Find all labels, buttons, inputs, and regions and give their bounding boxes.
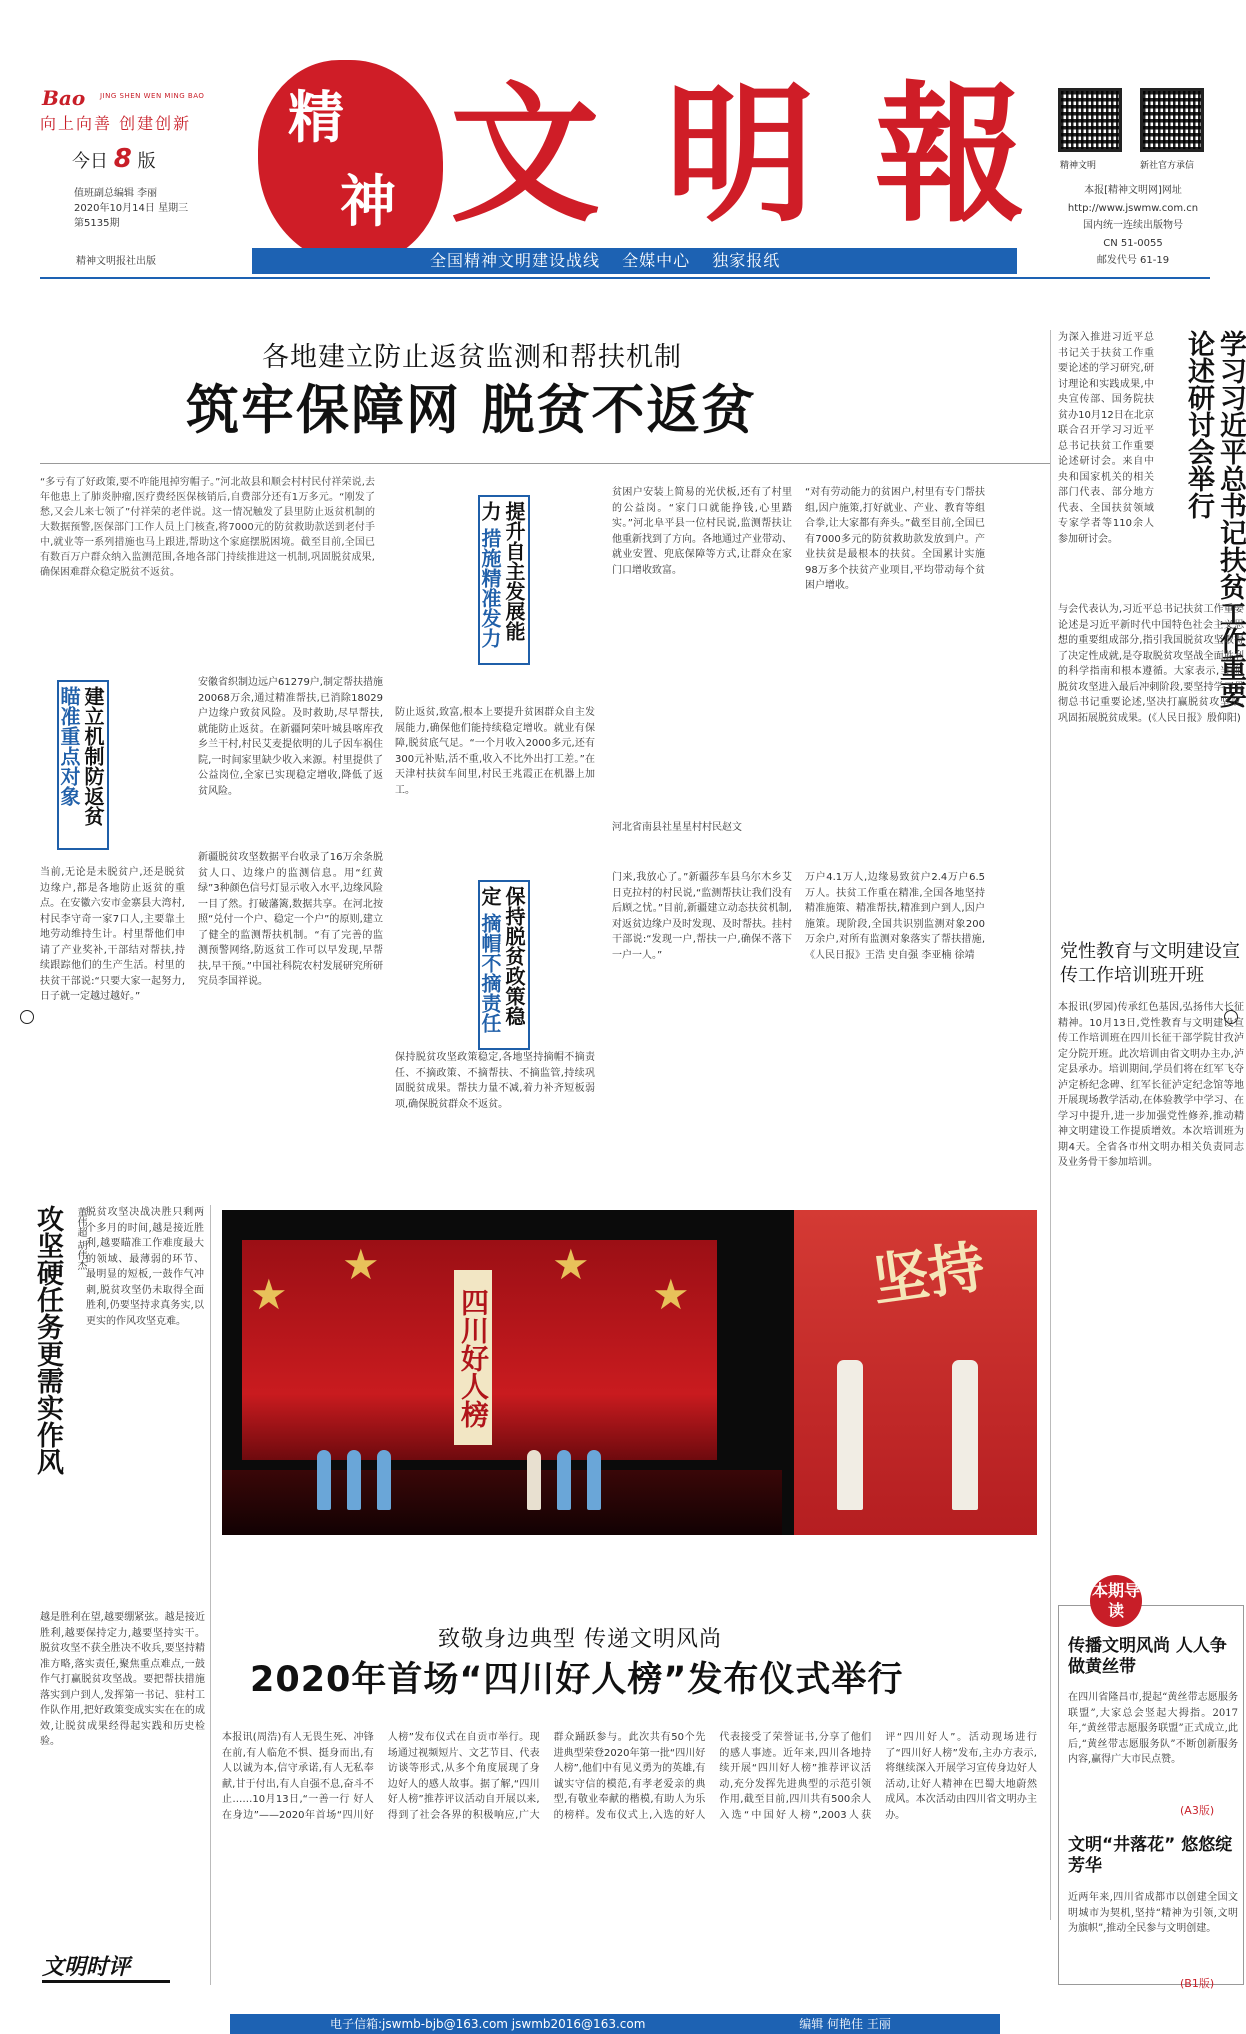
article-column: “对有劳动能力的贫困户,村里有专门帮扶组,因户施策,打好就业、产业、教育等组合拳,让大家都有奔头。”截至目前,全国已有7000多元的防贫救助款发放到户。产业扶贫是最根本的扶贫。全国累计实施98万多个扶贫产业项目,平均带动每个贫困户增收。 bbox=[805, 487, 985, 591]
qr-code-icon[interactable] bbox=[1058, 88, 1122, 152]
guide-badge: 本期导读 bbox=[1090, 1575, 1142, 1627]
article-column: 当前,无论是未脱贫户,还是脱贫边缘户,都是各地防止返贫的重点。在安徽六安市金寨县大湾村,村民李守奇一家7口人,主要靠土地劳动维持生计。村里帮他们申请了产业奖补,干部结对帮扶,持续跟踪他们的生产生活。村里的扶贫干部说:“只要大家一起努力,日子就一定越过越好。” bbox=[40, 867, 185, 1002]
duty-editor: 值班副总编辑 李丽 bbox=[74, 188, 158, 199]
commentary-body: 越是胜利在望,越要绷紧弦。越是接近胜利,越要保持定力,越要坚持实干。脱贫攻坚不获全胜决不收兵,要坚持精准方略,落实责任,聚焦重点难点,一鼓作气打赢脱贫攻坚战。要把帮扶措施落实到户到人,发挥第一书记、驻村工作队作用,把好政策变成实实在在的成效,让脱贫成果经得起实践和历史检验。 bbox=[40, 1612, 205, 1747]
publisher: 精神文明报社出版 bbox=[76, 256, 156, 267]
photo-right-text: 坚持 bbox=[868, 1233, 989, 1315]
side-article-title[interactable]: 学习习近平总书记扶贫工作重要论述研讨会举行 bbox=[1183, 330, 1246, 708]
star-icon: ★ bbox=[342, 1240, 380, 1289]
lead-title[interactable]: 筑牢保障网 脱贫不返贫 bbox=[186, 380, 757, 441]
issue-info bbox=[74, 186, 188, 231]
performer-figure bbox=[377, 1450, 391, 1510]
side-article-title[interactable]: 党性教育与文明建设宣传工作培训班开班 bbox=[1060, 941, 1240, 986]
stage-floor bbox=[222, 1470, 782, 1535]
sidehead: 建立机制防返贫 瞄准重点对象 bbox=[57, 680, 109, 850]
sidehead: 保持脱贫政策稳定 摘帽不摘责任 bbox=[478, 880, 530, 1050]
event-photo[interactable] bbox=[222, 1210, 1037, 1535]
qr-code-icon[interactable] bbox=[1140, 88, 1204, 152]
side-article-body: 与会代表认为,习近平总书记扶贫工作重要论述是习近平新时代中国特色社会主义思想的重要组成部分,指引我国脱贫攻坚取得了决定性成就,是夺取脱贫攻坚战全面胜利的科学指南和根本遵循。大家表示,当前,脱贫攻坚进入最后冲刺阶段,要坚持学习贯彻总书记重要论述,坚决打赢脱贫攻坚战,巩固拓展脱贫成果。(《人民日报》殷仰阳) bbox=[1058, 604, 1244, 724]
performer-figure bbox=[317, 1450, 331, 1510]
registration-mark-icon bbox=[1224, 1010, 1238, 1024]
performer-figure bbox=[557, 1450, 571, 1510]
page-count: 8 bbox=[113, 144, 132, 174]
footer-email[interactable]: 电子信箱:jswmb-bjb@163.com jswmb2016@163.com bbox=[330, 2017, 646, 2031]
side-article-body: 本报讯(罗园)传承红色基因,弘扬伟大长征精神。10月13日,党性教育与文明建设宣传工作培训班在四川长征干部学院甘孜泸定分院开班。此次培训由省文明办主办,泸定县承办。培训期间,学员们将在红军飞夺泸定桥纪念碑、红军长征泸定纪念馆等地开展现场教学活动,在体验教学中学习、在学习中提升,进一步加强党性修养,推动精神文明建设工作提质增效。本次培训班为期4天。全省各市州文明办相关负责同志及业务骨干参加培训。 bbox=[1058, 1002, 1244, 1168]
article-column: 安徽省织制边远户61279户,制定帮扶措施20068万余,通过精准帮扶,已消除18029户边缘户致贫风险。及时救助,尽早帮扶,就能防止返贫。在新疆阿荣叶城县喀库孜乡兰干村,村民艾麦提依明的儿子因车祸住院,一时间家里缺少收入来源。村里提供了公益岗位,全家已实现稳定增收,降低了返贫风险。 bbox=[198, 677, 383, 797]
article-column: 防止返贫,致富,根本上要提升贫困群众自主发展能力,确保他们能持续稳定增收。就业有保障,脱贫底气足。“一个月收入2000多元,还有300元补贴,活不重,收入不比外出打工差。”在天津村扶贫车间里,村民王兆霞正在机器上加工。 bbox=[395, 707, 595, 796]
qr-label: 精神文明 bbox=[1060, 161, 1097, 171]
divider bbox=[40, 463, 1050, 464]
today-pages: 今日 8 版 bbox=[72, 144, 156, 174]
guide-item-ref[interactable]: (B1版) bbox=[1180, 1977, 1215, 1990]
newspaper-logo-mark: Bao bbox=[42, 86, 86, 110]
article-column: 保持脱贫攻坚政策稳定,各地坚持摘帽不摘责任、不摘政策、不摘帮扶、不摘监管,持续巩固脱贫成果。帮扶力量不减,着力补齐短板弱项,确保脱贫群众不返贫。 bbox=[395, 1052, 595, 1110]
star-icon: ★ bbox=[250, 1270, 288, 1319]
honoree-figure bbox=[837, 1360, 863, 1510]
lead-subtitle: 各地建立防止返贫监测和帮扶机制 bbox=[262, 342, 682, 373]
site-info: 本报[精神文明网]网址 http://www.jswmw.com.cn 国内统一连续出版物号 CN 51-0055 邮发代号 61-19 bbox=[1058, 182, 1208, 270]
star-icon: ★ bbox=[552, 1240, 590, 1289]
footer-editors: 编辑 何艳佳 王丽 bbox=[799, 2017, 891, 2031]
star-icon: ★ bbox=[652, 1270, 690, 1319]
sidehead: 提升自主发展能力 措施精准发力 bbox=[478, 495, 530, 665]
article-column: 贫困户安装上简易的光伏板,还有了村里的公益岗。“家门口就能挣钱,心里踏实。”河北阜平县一位村民说,监测帮扶让他重新找到了方向。各地通过产业带动、就业安置、兜底保障等方式,让群众在家门口增收致富。 bbox=[612, 487, 792, 576]
commentary-author: 董伟超 胡伟杰 bbox=[75, 1207, 86, 1271]
side-article-body: 为深入推进习近平总书记关于扶贫工作重要论述的学习研究,研讨理论和实践成果,中央宣传部、国务院扶贫办10月12日在北京联合召开学习习近平总书记扶贫工作重要论述研讨会。来自中央和国家机关的相关部门代表、部分地方代表、全国扶贫领域专家学者等110余人参加研讨会。 bbox=[1058, 332, 1154, 545]
masthead-title-char: 文 bbox=[450, 67, 601, 243]
second-subtitle: 致敬身边典型 传递文明风尚 bbox=[438, 1627, 722, 1652]
guide-item-title[interactable]: 文明“井落花” 悠悠绽芳华 bbox=[1068, 1835, 1233, 1876]
guide-item-ref[interactable]: (A3版) bbox=[1180, 1804, 1215, 1817]
performer-figure bbox=[587, 1450, 601, 1510]
second-article-body: 本报讯(周浩)有人无畏生死、冲锋在前,有人临危不惧、挺身而出,有人以诚为本,信守承诺,有人无私奉献,甘于付出,有人自强不息,奋斗不止……10月13日,“一善一行 好人在身边”——2020年首场“四川好人榜”发布仪式在自贡市举行。现场通过视频短片、文艺节目、代表访谈等形式,从多个角度展现了身边好人的感人故事。据了解,“四川好人榜”推荐评议活动自开展以来,得到了社会各界的积极响应,广大群众踊跃参与。此次共有50个先进典型荣登2020年第一批“四川好人榜”,他们中有见义勇为的英雄,有诚实守信的模范,有孝老爱亲的典型,有敬业奉献的楷模,有助人为乐的榜样。发布仪式上,入选的好人代表接受了荣誉证书,分享了他们的感人事迹。近年来,四川各地持续开展“四川好人榜”推荐评议活动,充分发挥先进典型的示范引领作用,截至目前,四川共有500余人入选“中国好人榜”,2003人获评“四川好人”。活动现场进行了“四川好人榜”发布,主办方表示,将继续深入开展学习宣传身边好人活动,让好人精神在巴蜀大地蔚然成风。本次活动由四川省文明办主办。 bbox=[222, 1732, 1037, 1821]
slogan: 向上向善 创建创新 bbox=[40, 114, 192, 133]
article-column: 新疆脱贫攻坚数据平台收录了16万余条脱贫人口、边缘户的监测信息。用“红黄绿”3种颜色信号灯显示收入水平,边缘风险一目了然。打破藩篱,数据共享。在河北按照“兑付一个户、稳定一个户”的原则,建立了健全的监测帮扶机制。“有了完善的监测预警网络,防返贫工作可以早发现,早帮扶,早干预。”中国社科院农村发展研究所研究员李国祥说。 bbox=[198, 852, 383, 987]
guide-item-title[interactable]: 传播文明风尚 人人争做黄丝带 bbox=[1068, 1636, 1227, 1677]
masthead-title-char: 報 bbox=[875, 67, 1026, 243]
divider bbox=[210, 1205, 211, 1985]
divider bbox=[40, 277, 1210, 279]
stage-banner: 四川好人榜 bbox=[454, 1270, 492, 1445]
commentary-logo: 文明时评 bbox=[42, 1950, 170, 1983]
guide-item-body: 在四川省隆昌市,提起“黄丝带志愿服务联盟”,大家总会竖起大拇指。2017年,“黄丝带志愿服务联盟”正式成立,此后,“黄丝带志愿服务队”不断创新服务内容,赢得广大市民点赞。 bbox=[1068, 1692, 1238, 1765]
issue-number: 第5135期 bbox=[74, 218, 120, 229]
divider bbox=[1050, 330, 1051, 1920]
newspaper-pinyin: JING SHEN WEN MING BAO bbox=[100, 92, 205, 100]
issue-date: 2020年10月14日 星期三 bbox=[74, 203, 189, 214]
lead-paragraph: “多亏有了好政策,要不咋能甩掉穷帽子。”河北故县和顺会村村民付祥荣说,去年他患上了肺炎肿瘤,医疗费经医保核销后,自费部分还有1万多元。“刚发了愁,又会儿来七领了”付祥荣的老伴说。这一情况触发了县里防止返贫机制的大数据预警,医保部门工作人员上门核查,将7000元的防贫救助款送到老付手中,就业等一系列措施也马上跟进,帮助这个家庭摆脱困境。截至目前,全国已有数百万户群众纳入监测范围,各地各部门持续推进这一机制,巩固脱贫成果,确保困难群众稳定脱贫不返贫。 bbox=[40, 477, 375, 578]
article-column: 门来,我放心了。”新疆莎车县乌尔木乡艾日克拉村的村民说,“监测帮扶让我们没有后顾之忧。”目前,新疆建立动态扶贫机制,对返贫边缘户及时发现、及时帮扶。挂村干部说:“发现一户,帮扶一户,确保不落下一户一人。” bbox=[612, 872, 792, 961]
byline: 河北省南县社星星村村民赵文 bbox=[612, 822, 742, 833]
performer-figure bbox=[527, 1450, 541, 1510]
footer-bar bbox=[230, 2014, 1000, 2034]
masthead-seal bbox=[258, 60, 443, 265]
seal-char: 神 bbox=[340, 169, 396, 235]
masthead-band bbox=[252, 248, 1017, 274]
second-title[interactable]: 2020年首场“四川好人榜”发布仪式举行 bbox=[250, 1660, 904, 1700]
band-item: 全国精神文明建设战线 bbox=[430, 251, 601, 270]
honoree-figure bbox=[952, 1360, 978, 1510]
performer-figure bbox=[347, 1450, 361, 1510]
band-item: 独家报纸 bbox=[712, 251, 781, 270]
band-item: 全媒中心 bbox=[622, 251, 691, 270]
commentary-title[interactable]: 攻坚硬任务更需实作风 bbox=[32, 1205, 63, 1475]
masthead-title-char: 明 bbox=[665, 67, 816, 243]
commentary-body: 脱贫攻坚决战决胜只剩两个多月的时间,越是接近胜利,越要瞄准工作难度最大的领域、最薄弱的环节、最明显的短板,一鼓作气冲刺,脱贫攻坚仍未取得全面胜利,仍要坚持求真务实,以更实的作风攻坚克难。 bbox=[86, 1207, 204, 1327]
seal-char: 精 bbox=[288, 85, 344, 151]
registration-mark-icon bbox=[20, 1010, 34, 1024]
qr-label: 新社官方承信 bbox=[1140, 161, 1195, 171]
website-link[interactable]: http://www.jswmw.com.cn bbox=[1067, 202, 1199, 214]
guide-item-body: 近两年来,四川省成都市以创建全国文明城市为契机,坚持“精神为引领,文明为旗帜”,推动全民参与文明创建。 bbox=[1068, 1892, 1238, 1934]
article-column: 万户4.1万人,边缘易致贫户2.4万户6.5万人。扶贫工作重在精准,全国各地坚持精准施策、精准帮扶,精准到户到人,因户施策。现阶段,全国共识别监测对象200万余户,对所有监测对象落实了帮扶措施,《人民日报》王浩 史自强 李亚楠 徐靖 bbox=[805, 872, 985, 961]
